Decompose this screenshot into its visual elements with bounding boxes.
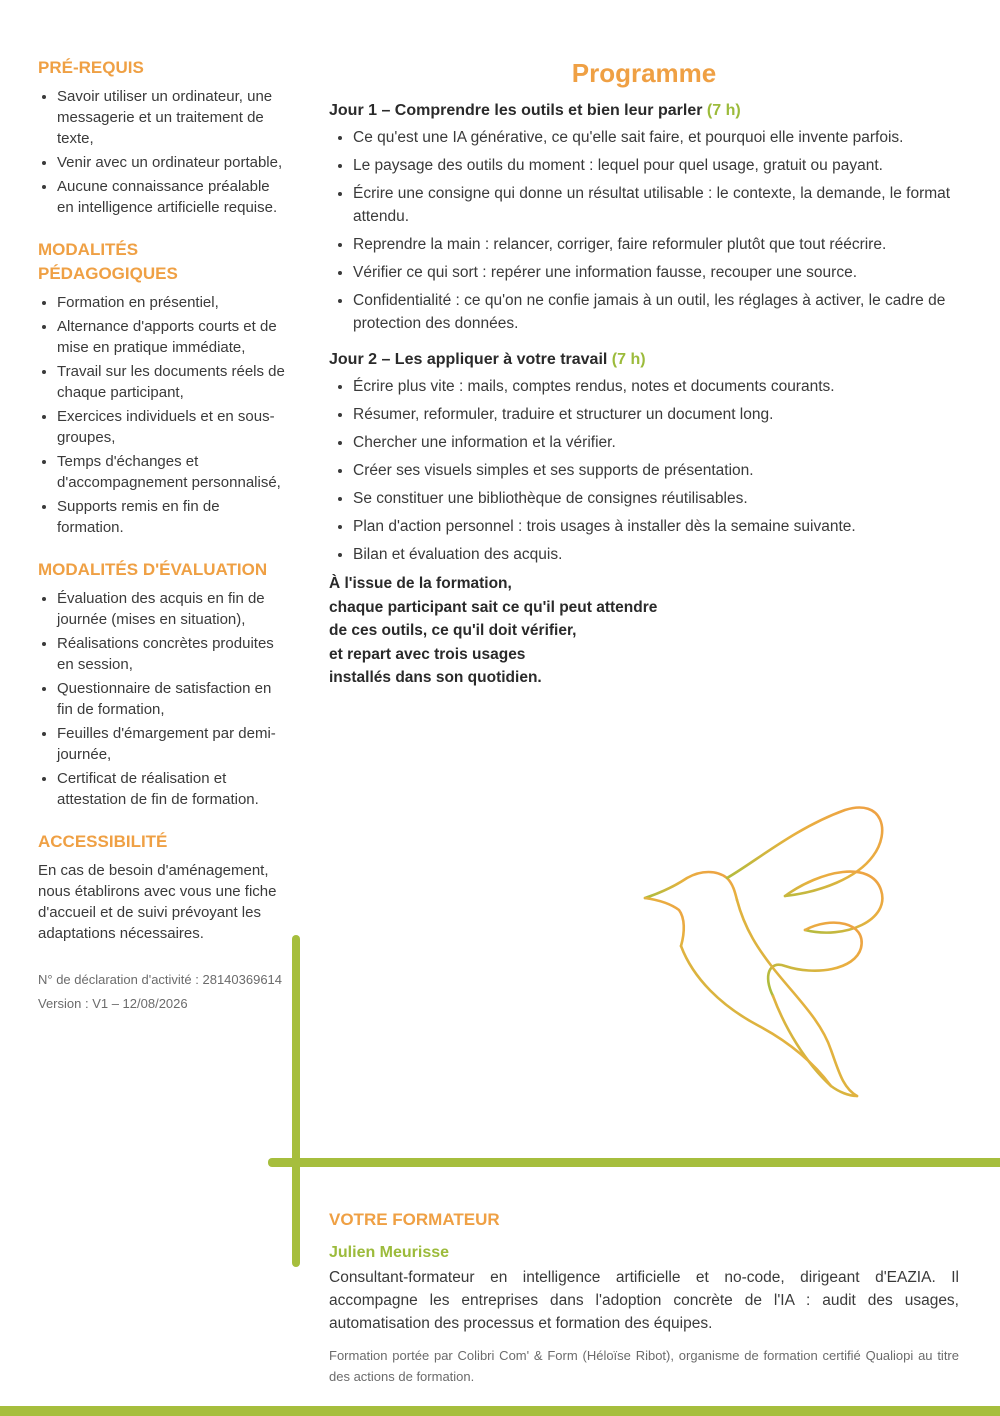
conclusion-line: À l'issue de la formation,: [329, 575, 512, 592]
evaluation-title: MODALITÉS D'ÉVALUATION: [38, 560, 268, 579]
formateur-section: [329, 1208, 959, 1387]
prerequis-title: PRÉ-REQUIS: [38, 58, 144, 77]
day-1-section: [329, 100, 959, 335]
day-2-title: [329, 349, 959, 371]
conclusion-line: et repart avec trois usages: [329, 645, 526, 663]
list-item: • Exercices individuels et en sous-groupes,: [57, 406, 288, 448]
list-item: • Plan d'action personnel : trois usages à installer dès la semaine suivante.: [353, 515, 959, 538]
list-item: • Chercher une information et la vérifier.: [353, 431, 959, 454]
list-item: • Ce qu'est une IA générative, ce qu'elle sait faire, et pourquoi elle invente parfois.: [353, 126, 959, 149]
formateur-bio: Consultant-formateur en intelligence artificielle et no-code, dirigeant d'EAZIA. Il accompagne les entreprises dans l'adoption concrète de l'IA : audit des usages, automatisation des processus et formation des équipes.: [329, 1269, 959, 1332]
list-item: • Formation en présentiel,: [57, 292, 288, 313]
programme-conclusion: [329, 572, 959, 690]
list-item: • Alternance d'apports courts et de mise en pratique immédiate,: [57, 316, 288, 358]
list-item: • Évaluation des acquis en fin de journée (mises en situation),: [57, 588, 288, 630]
pedagogie-section: [38, 238, 288, 538]
version-label: Version : V1 – 12/08/2026: [38, 996, 188, 1011]
day-2-hours: (7 h): [611, 351, 646, 368]
list-item: • Se constituer une bibliothèque de consignes réutilisables.: [353, 487, 959, 510]
list-item: • Écrire plus vite : mails, comptes rendus, notes et documents courants.: [353, 375, 959, 398]
list-item: • Vérifier ce qui sort : repérer une information fausse, recouper une source.: [353, 261, 959, 284]
day-2-section: [329, 349, 959, 566]
accessibilite-section: [38, 830, 288, 1013]
day-1-hours: (7 h): [706, 102, 741, 119]
list-item: • Certificat de réalisation et attestation de fin de formation.: [57, 768, 288, 810]
list-item: • Venir avec un ordinateur portable,: [57, 152, 288, 173]
accessibilite-text: En cas de besoin d'aménagement, nous établirons avec vous une fiche d'accueil et de suivi prévoyant les adaptations nécessaires.: [38, 862, 277, 942]
list-item: • Créer ses visuels simples et ses supports de présentation.: [353, 459, 959, 482]
day-1-title-text: Jour 1 – Comprendre les outils et bien leur parler: [329, 102, 703, 119]
hummingbird-logo: [635, 800, 895, 1100]
formateur-note: Formation portée par Colibri Com' & Form (Héloïse Ribot), organisme de formation certifié Qualiopi au titre des actions de formation.: [329, 1348, 959, 1384]
day-2-list: [329, 375, 959, 566]
list-item: • Bilan et évaluation des acquis.: [353, 543, 959, 566]
day-1-title: [329, 100, 959, 122]
evaluation-list: [38, 588, 288, 810]
list-item: • Aucune connaissance préalable en intelligence artificielle requise.: [57, 176, 288, 218]
conclusion-line: installés dans son quotidien.: [329, 669, 542, 686]
list-item: • Réalisations concrètes produites en session,: [57, 633, 288, 675]
bottom-green-bar: [0, 1406, 1000, 1416]
day-1-list: [329, 126, 959, 335]
day-2-title-text: Jour 2 – Les appliquer à votre travail: [329, 351, 608, 368]
list-item: • Confidentialité : ce qu'on ne confie jamais à un outil, les réglages à activer, le cadre de protection des données.: [353, 289, 959, 335]
list-item: • Travail sur les documents réels de chaque participant,: [57, 361, 288, 403]
evaluation-section: [38, 558, 288, 810]
declaration-number: N° de déclaration d'activité : 28140369614: [38, 972, 283, 987]
conclusion-line: de ces outils, ce qu'il doit vérifier,: [329, 622, 577, 639]
conclusion-line: chaque participant sait ce qu'il peut attendre: [329, 598, 658, 616]
accessibilite-title: ACCESSIBILITÉ: [38, 832, 168, 851]
pedagogie-title-line1: MODALITÉS: [38, 240, 139, 259]
list-item: • Résumer, reformuler, traduire et structurer un document long.: [353, 403, 959, 426]
pedagogie-title-line2: PÉDAGOGIQUES: [38, 264, 178, 283]
list-item: • Feuilles d'émargement par demi-journée,: [57, 723, 288, 765]
list-item: • Supports remis en fin de formation.: [57, 496, 288, 538]
list-item: • Questionnaire de satisfaction en fin de formation,: [57, 678, 288, 720]
formateur-name: Julien Meurisse: [329, 1244, 450, 1261]
list-item: • Le paysage des outils du moment : lequel pour quel usage, gratuit ou payant.: [353, 154, 959, 177]
left-column: [38, 56, 288, 1033]
list-item: • Reprendre la main : relancer, corriger, faire reformuler plutôt que tout réécrire.: [353, 233, 959, 256]
list-item: • Savoir utiliser un ordinateur, une messagerie et un traitement de texte,: [57, 86, 288, 149]
programme-title: Programme: [571, 58, 717, 88]
formateur-title: VOTRE FORMATEUR: [329, 1210, 500, 1229]
horizontal-green-bar: [268, 1158, 1000, 1167]
prerequis-section: [38, 56, 288, 218]
list-item: • Écrire une consigne qui donne un résultat utilisable : le contexte, la demande, le format attendu.: [353, 182, 959, 228]
pedagogie-title: [38, 238, 288, 286]
pedagogie-list: [38, 292, 288, 538]
list-item: • Temps d'échanges et d'accompagnement personnalisé,: [57, 451, 288, 493]
programme-column: [329, 56, 959, 690]
vertical-green-bar: [292, 935, 300, 1267]
prerequis-list: [38, 86, 288, 218]
